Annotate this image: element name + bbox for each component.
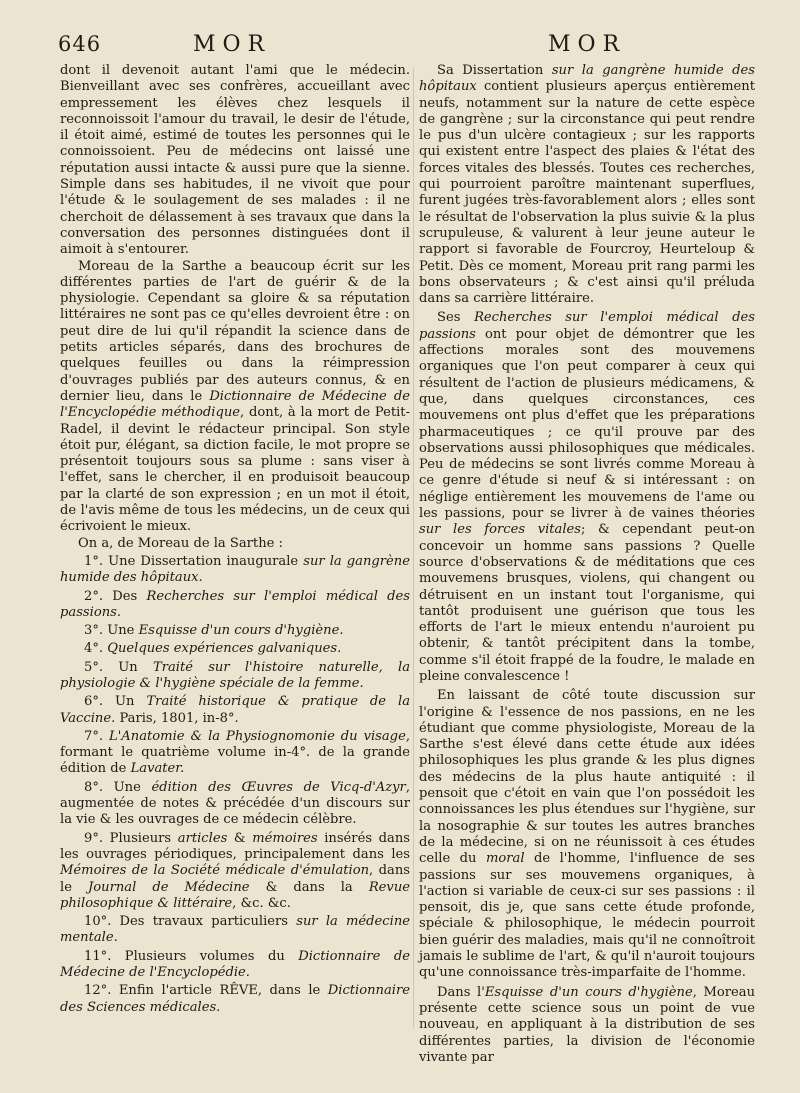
list-item: 11°. Plusieurs volumes du Dictionnaire de Médecine de l'Encyclopédie.	[60, 948, 410, 981]
paragraph: Sa Dissertation sur la gangrène humide des hôpitaux contient plusieurs aperçus entièrement neufs, notamment sur la nature de cette espèce de gangrène ; sur la circonstance qui peut rendre le pus d'un ulcère contagieux ; sur les rapports qui existent entre l'aspect des plaies & l'état des forces vitales des blessés. Toutes ces recherches, qui pourroient paroître maintenant superflues, furent jugées très-favorablement alors ; elles sont le résultat de l'observation la plus suivie & la plus scrupuleuse, & valurent à leur jeune auteur le rapport si favorable de Fourcroy, Heurteloup & Petit. Dès ce moment, Moreau prit rang parmi les bons observateurs ; & c'est ainsi qu'il préluda dans sa carrière littéraire.	[419, 63, 756, 307]
list-item: 10°. Des travaux particuliers sur la médecine mentale.	[60, 914, 410, 946]
right-column	[419, 63, 755, 1066]
list-item: 8°. Une édition des Œuvres de Vicq-d'Azyr, augmentée de notes & précédée d'un discours sur la vie & les ouvrages de ce médecin célèbre.	[60, 779, 410, 828]
list-item: 2°. Des Recherches sur l'emploi médical des passions.	[60, 588, 410, 620]
paragraph: Dans l'Esquisse d'un cours d'hygiène, Moreau présente cette science sous un point de vue nouveau, en appliquant à la distribution de ses différentes parties, la division de l'économie vivante par	[419, 984, 756, 1065]
running-head-right: MOR	[548, 32, 627, 57]
page-header	[0, 32, 800, 62]
list-item: 6°. Un Traité historique & pratique de la Vaccine. Paris, 1801, in-8°.	[60, 694, 411, 726]
paragraph: On a, de Moreau de la Sarthe :	[78, 535, 283, 551]
left-column	[60, 63, 410, 1016]
list-item: 3°. Une Esquisse d'un cours d'hygiène.	[84, 623, 344, 639]
paragraph: dont il devenoit autant l'ami que le médecin. Bienveillant avec ses confrères, accueillant avec empressement les élèves chez lesquels il reconnoissoit l'amour du travail, le desir de l'étude, il étoit aimé, estimé de toutes les personnes qui le connoissoient. Peu de médecins ont laissé une réputation aussi intacte & aussi pure que la sienne. Simple dans ses habitudes, il ne vivoit que pour l'étude & le soulagement de ses malades : il ne cherchoit de délassement à ses travaux que dans la conversation des personnes distinguées dont il aimoit à s'entourer.	[60, 63, 410, 258]
list-item: 5°. Un Traité sur l'histoire naturelle, la physiologie & l'hygiène spéciale de la femme.	[60, 659, 411, 691]
list-item: 7°. L'Anatomie & la Physiognomonie du visage, formant le quatrième volume in-4°. de la grande édition de Lavater.	[60, 728, 410, 777]
paragraph: Moreau de la Sarthe a beaucoup écrit sur les différentes parties de l'art de guérir & de la physiologie. Cependant sa gloire & sa réputation littéraires ne sont pas ce qu'elles devroient être : on peut dire de lui qu'il répandit la science dans de petits articles séparés, dans des brochures de quelques feuilles ou dans la réimpression d'ouvrages publiés par des auteurs connus, & en dernier lieu, dans le Dictionnaire de Médecine de l'Encyclopédie méthodique, dont, à la mort de Petit-Radel, il devint le rédacteur principal. Son style étoit pur, élégant, sa diction facile, le mot propre se présentoit toujours sous sa plume : sans viser à l'effet, sans le chercher, il en produisoit beaucoup par la clarté de son expression ; en un mot il étoit, de l'avis même de tous les médecins, un de ceux qui écrivoient le mieux.	[60, 258, 410, 535]
column-divider	[413, 68, 414, 1028]
list-item: 12°. Enfin l'article RÊVE, dans le Dictionnaire des Sciences médicales.	[60, 983, 410, 1015]
list-item: 1°. Une Dissertation inaugurale sur la gangrène humide des hôpitaux.	[60, 553, 410, 586]
list-item: 9°. Plusieurs articles & mémoires insérés dans les ouvrages périodiques, principalement dans les Mémoires de la Société médicale d'émulation, dans le Journal de Médecine & dans la Revue philosophique & littéraire, &c. &c.	[60, 830, 411, 911]
running-head-left: MOR	[193, 32, 272, 57]
page-number: 646	[58, 32, 102, 56]
list-item: 4°. Quelques expériences galvaniques.	[84, 641, 342, 657]
paragraph: En laissant de côté toute discussion sur l'origine & l'essence de nos passions, en ne les étudiant que comme physiologiste, Moreau de la Sarthe s'est élevé dans cette étude aux idées philosophiques les plus grande & les plus dignes des médecins de la plus haute antiquité : il pensoit que c'étoit en vain que l'on possédoit les connoissances les plus étendues sur l'hygiène, sur la nosographie & sur toutes les autres branches de la médecine, si on ne réunissoit à ces études celle du moral de l'homme, l'influence de ses passions sur ses mouvemens organiques, à l'action si variable de ceux-ci sur ses passions : il pensoit, dis je, que sans cette étude profonde, spéciale & philosophique, le médecin pourroit bien guérir des maladies, mais qu'il ne connoîtroit jamais le sublime de l'art, & qu'il n'auroit toujours qu'une connoissance très-imparfaite de l'homme.	[419, 688, 755, 981]
paragraph: Ses Recherches sur l'emploi médical des passions ont pour objet de démontrer que les affections morales sont des mouvemens organiques que l'on peut comparer à ceux qui résultent de l'action de plusieurs médicamens, & que, dans quelques circonstances, ces mouvemens ont plus d'effet que les préparations pharmaceutiques ; ce qu'il prouve par des observations aussi philosophiques que médicales. Peu de médecins se sont livrés comme Moreau à ce genre d'étude si neuf & si intéressant : on néglige entièrement les mouvemens de l'ame ou les passions, pour se livrer à de vaines théories sur les forces vitales; & cependant peut-on concevoir un homme sans passions ? Quelle source d'observations & de méditations que ces mouvemens brusques, violens, qui changent ou détruisent en un instant tout l'organisme, qui tantôt produisent une guérison que tous les efforts de l'art le mieux entendu n'auroient pu obtenir, & tantôt précipitent dans la tombe, comme s'il étoit frappé de la foudre, le malade en pleine convalescence !	[419, 310, 755, 684]
